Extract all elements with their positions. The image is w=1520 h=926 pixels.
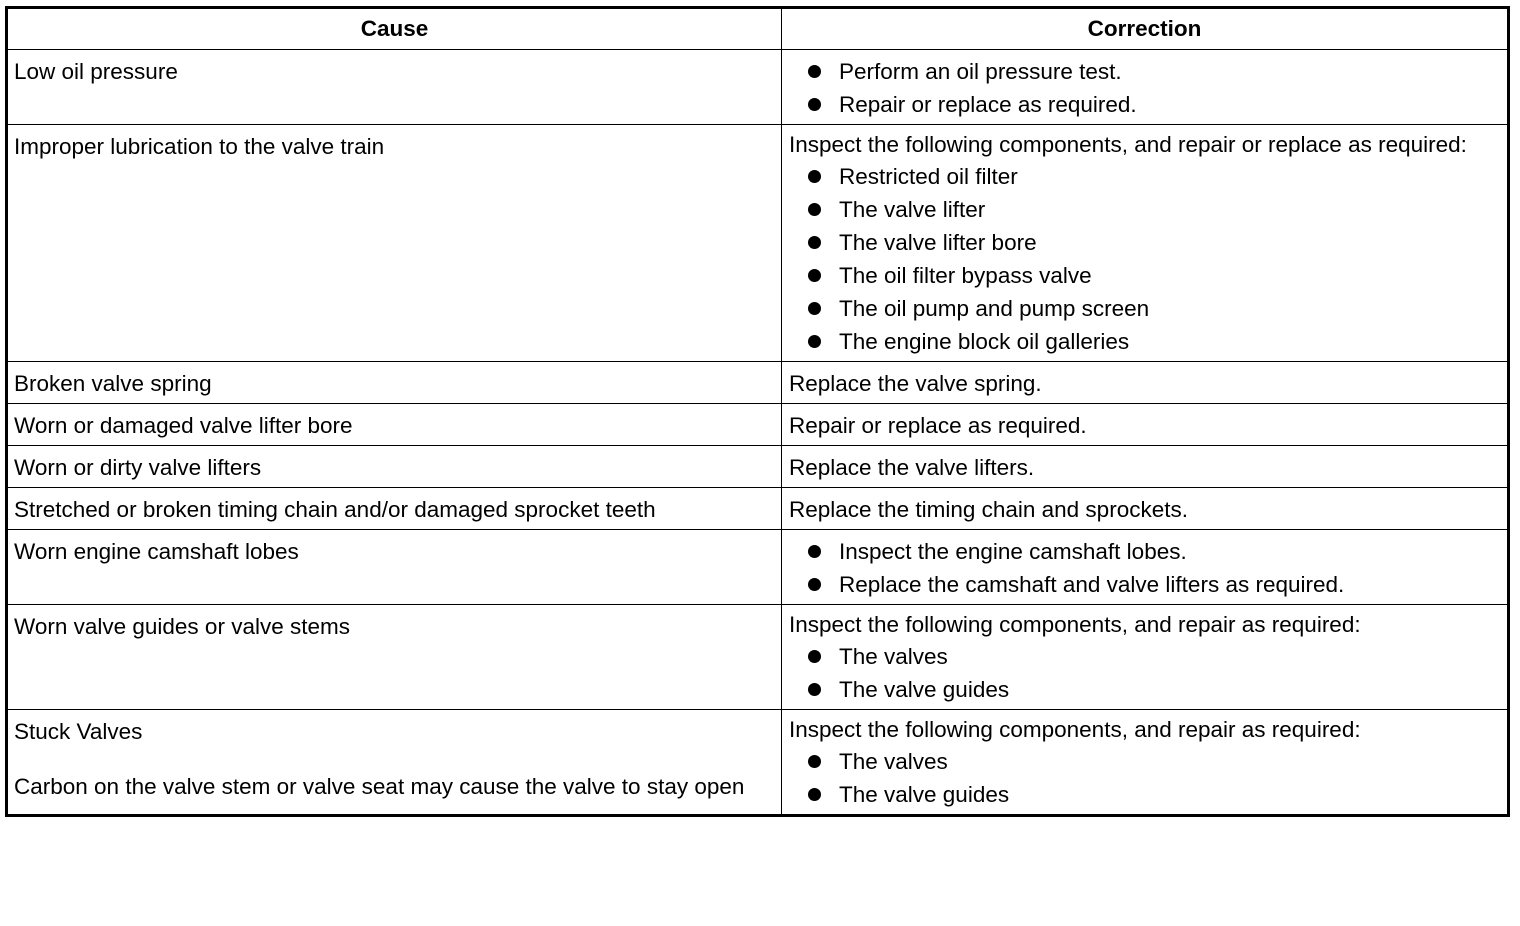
cause-cell — [7, 488, 782, 530]
correction-bullet-list — [789, 535, 1502, 601]
cause-cell — [7, 125, 782, 362]
correction-bullet-list — [789, 745, 1502, 811]
correction-content — [782, 488, 1507, 529]
correction-text: Inspect the following components, and repair as required: — [789, 717, 1361, 742]
cause-content — [8, 125, 781, 166]
correction-bullet-item — [789, 160, 1502, 193]
cause-content — [8, 362, 781, 403]
bullet-text: The valve lifter bore — [839, 230, 1037, 255]
cause-cell — [7, 605, 782, 710]
table-row — [7, 362, 1509, 404]
correction-bullet-item — [789, 673, 1502, 706]
cause-text: Stuck Valves — [14, 719, 143, 744]
bullet-text: The valve guides — [839, 677, 1010, 702]
bullet-icon — [808, 788, 821, 801]
correction-cell — [782, 362, 1509, 404]
table-row — [7, 125, 1509, 362]
correction-text: Inspect the following components, and repair as required: — [789, 612, 1361, 637]
correction-bullet-item — [789, 88, 1502, 121]
bullet-text: The oil filter bypass valve — [839, 263, 1092, 288]
bullet-icon — [808, 302, 821, 315]
correction-bullet-item — [789, 292, 1502, 325]
table-row — [7, 50, 1509, 125]
correction-cell — [782, 488, 1509, 530]
table-row — [7, 605, 1509, 710]
correction-content — [782, 362, 1507, 403]
correction-content — [782, 50, 1507, 124]
correction-bullet-list — [789, 160, 1502, 358]
table-header-row — [7, 8, 1509, 50]
bullet-icon — [808, 98, 821, 111]
cause-content — [8, 605, 781, 646]
bullet-icon — [808, 578, 821, 591]
cause-content — [8, 530, 781, 571]
bullet-text: The valve guides — [839, 782, 1010, 807]
cause-cell — [7, 446, 782, 488]
diagnostic-table — [5, 6, 1510, 817]
correction-cell — [782, 50, 1509, 125]
correction-bullet-list — [789, 55, 1502, 121]
bullet-text: Inspect the engine camshaft lobes. — [839, 539, 1187, 564]
cause-column-header: Cause — [7, 8, 782, 50]
table-row — [7, 488, 1509, 530]
bullet-text: The engine block oil galleries — [839, 329, 1130, 354]
correction-bullet-item — [789, 535, 1502, 568]
correction-bullet-item — [789, 325, 1502, 358]
bullet-icon — [808, 236, 821, 249]
bullet-text: The valve lifter — [839, 197, 986, 222]
cause-text: Low oil pressure — [14, 59, 178, 84]
bullet-icon — [808, 170, 821, 183]
correction-content — [782, 446, 1507, 487]
correction-text: Replace the timing chain and sprockets. — [789, 497, 1188, 522]
table-row — [7, 710, 1509, 816]
cause-content — [8, 404, 781, 445]
bullet-text: The valves — [839, 644, 948, 669]
bullet-icon — [808, 335, 821, 348]
bullet-icon — [808, 683, 821, 696]
correction-text: Replace the valve lifters. — [789, 455, 1035, 480]
bullet-text: The valves — [839, 749, 948, 774]
cause-cell — [7, 362, 782, 404]
correction-bullet-list — [789, 640, 1502, 706]
correction-bullet-item — [789, 193, 1502, 226]
correction-content — [782, 125, 1507, 361]
cause-content — [8, 710, 781, 806]
bullet-text: Repair or replace as required. — [839, 92, 1137, 117]
correction-cell — [782, 710, 1509, 816]
bullet-text: Perform an oil pressure test. — [839, 59, 1122, 84]
cause-text: Worn or damaged valve lifter bore — [14, 413, 353, 438]
cause-content — [8, 446, 781, 487]
cause-cell — [7, 530, 782, 605]
correction-cell — [782, 446, 1509, 488]
table-body — [7, 50, 1509, 816]
correction-text: Repair or replace as required. — [789, 413, 1087, 438]
bullet-icon — [808, 269, 821, 282]
bullet-icon — [808, 203, 821, 216]
bullet-text: Restricted oil filter — [839, 164, 1018, 189]
correction-cell — [782, 605, 1509, 710]
cause-cell — [7, 404, 782, 446]
correction-content — [782, 605, 1507, 709]
bullet-icon — [808, 755, 821, 768]
table-row — [7, 404, 1509, 446]
correction-bullet-item — [789, 568, 1502, 601]
correction-text: Inspect the following components, and repair or replace as required: — [789, 132, 1467, 157]
bullet-icon — [808, 545, 821, 558]
correction-column-header: Correction — [782, 8, 1509, 50]
correction-bullet-item — [789, 55, 1502, 88]
correction-content — [782, 710, 1507, 814]
bullet-text: Replace the camshaft and valve lifters as required. — [839, 572, 1345, 597]
cause-text: Worn or dirty valve lifters — [14, 455, 262, 480]
cause-cell — [7, 50, 782, 125]
cause-text: Improper lubrication to the valve train — [14, 134, 385, 159]
cause-text: Worn valve guides or valve stems — [14, 614, 350, 639]
correction-cell — [782, 404, 1509, 446]
cause-note: Carbon on the valve stem or valve seat may cause the valve to stay open — [14, 774, 745, 799]
cause-content — [8, 50, 781, 91]
cause-text: Worn engine camshaft lobes — [14, 539, 299, 564]
correction-text: Replace the valve spring. — [789, 371, 1042, 396]
correction-content — [782, 530, 1507, 604]
table-row — [7, 530, 1509, 605]
correction-bullet-item — [789, 259, 1502, 292]
correction-bullet-item — [789, 778, 1502, 811]
correction-bullet-item — [789, 640, 1502, 673]
table-row — [7, 446, 1509, 488]
bullet-icon — [808, 650, 821, 663]
correction-cell — [782, 125, 1509, 362]
correction-bullet-item — [789, 226, 1502, 259]
correction-bullet-item — [789, 745, 1502, 778]
cause-text: Broken valve spring — [14, 371, 212, 396]
cause-text: Stretched or broken timing chain and/or damaged sprocket teeth — [14, 497, 656, 522]
cause-content — [8, 488, 781, 529]
cause-cell — [7, 710, 782, 816]
bullet-text: The oil pump and pump screen — [839, 296, 1150, 321]
bullet-icon — [808, 65, 821, 78]
correction-content — [782, 404, 1507, 445]
correction-cell — [782, 530, 1509, 605]
